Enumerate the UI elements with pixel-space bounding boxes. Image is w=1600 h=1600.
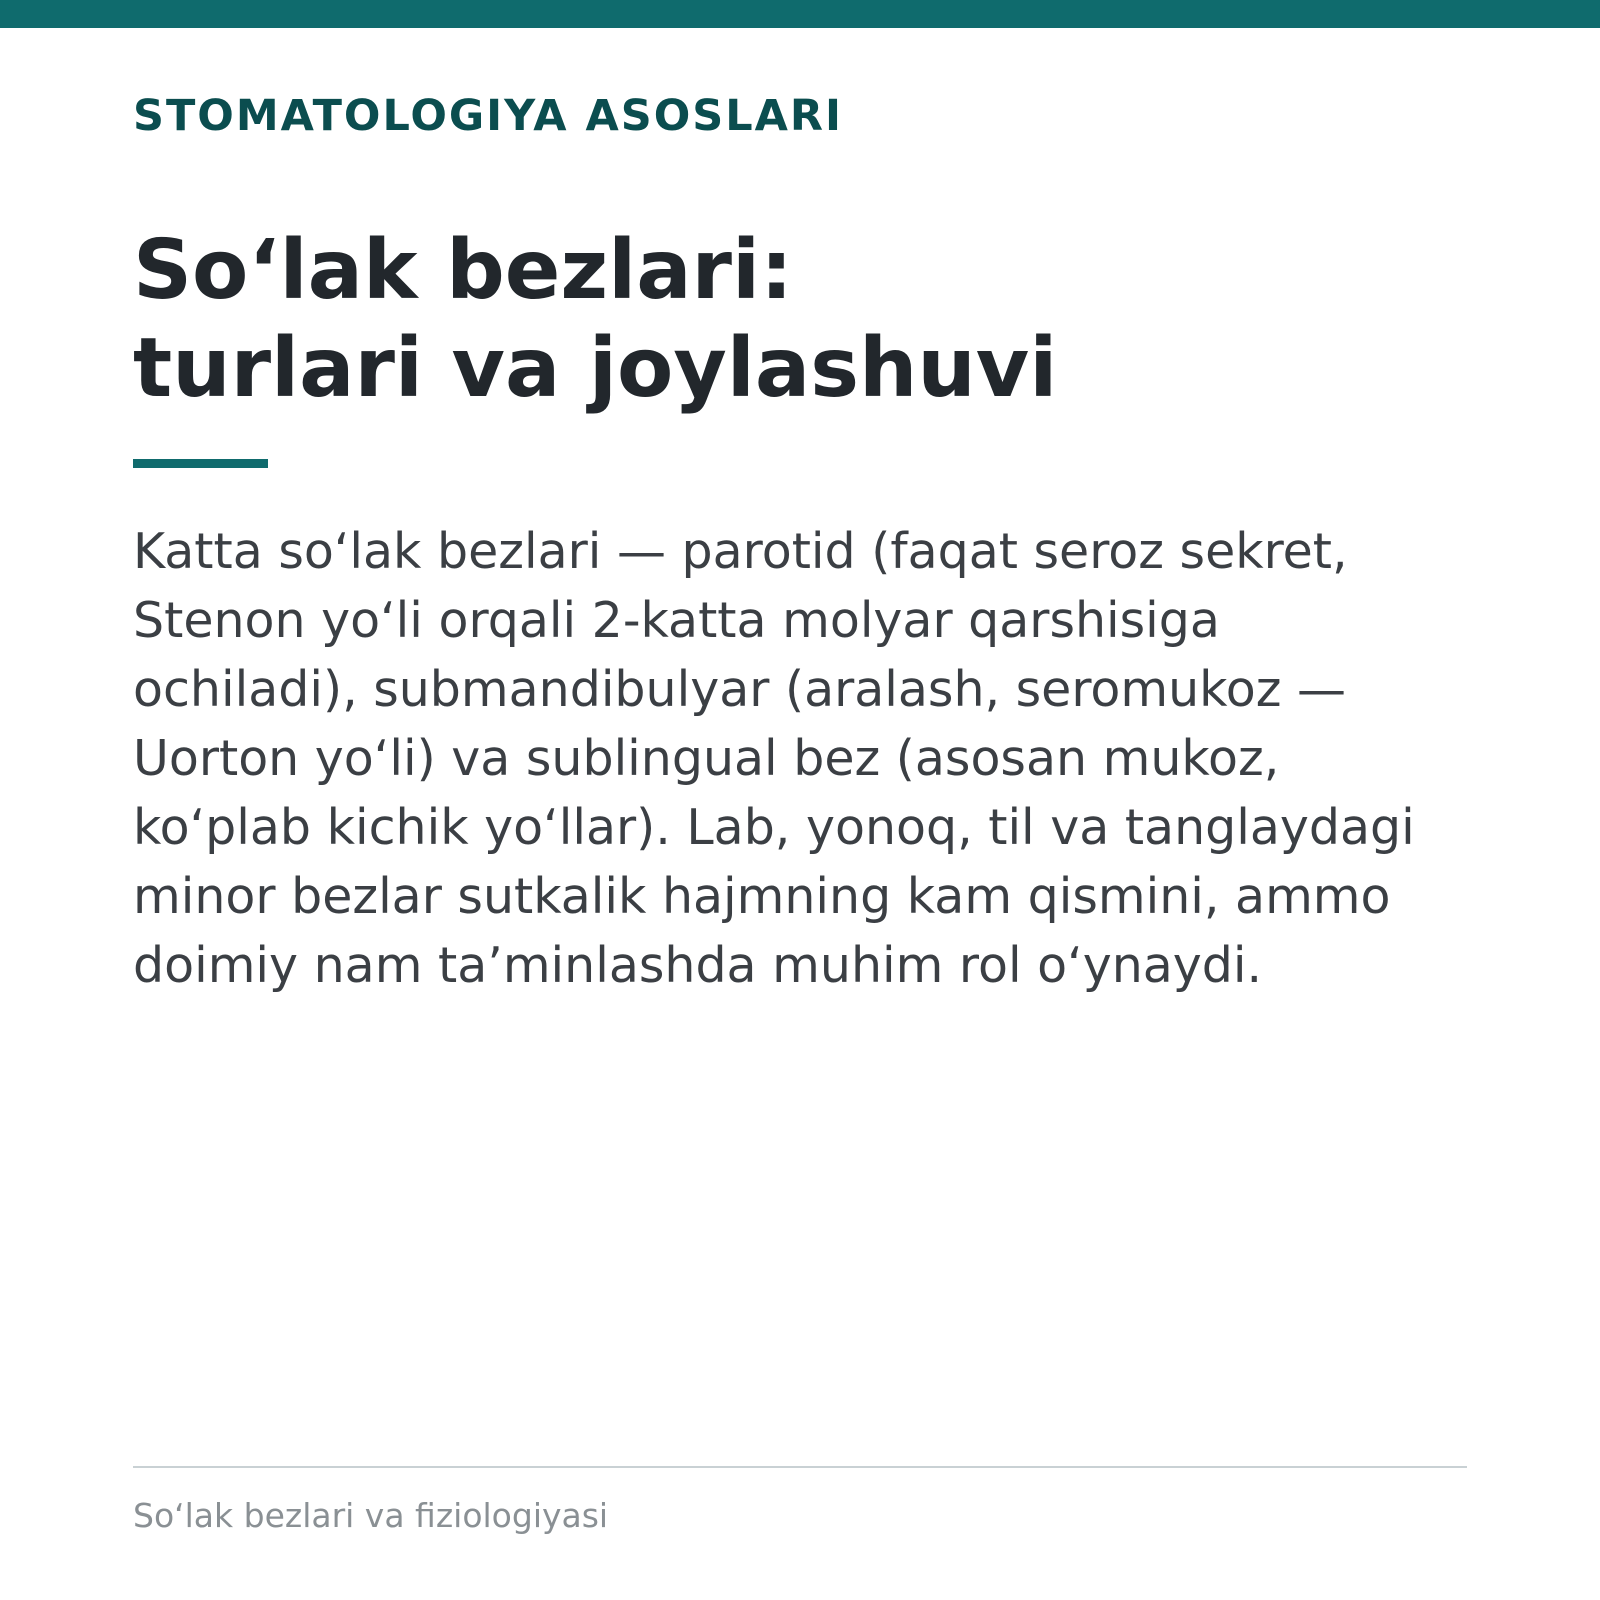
body-line: ochiladi), submandibulyar (aralash, seromukoz — (133, 661, 1347, 718)
body-line: doimiy nam ta’minlashda muhim rol o‘ynaydi. (133, 937, 1263, 994)
body-line: ko‘plab kichik yo‘llar). Lab, yonoq, til va tanglaydagi (133, 799, 1415, 856)
section-eyebrow: STOMATOLOGIYA ASOSLARI (133, 91, 844, 141)
title-line-2: turlari va joylashuvi (133, 321, 1058, 416)
body-line: Katta so‘lak bezlari — parotid (faqat seroz sekret, (133, 523, 1348, 580)
title-line-1: So‘lak bezlari: (133, 223, 793, 318)
body-line: Stenon yo‘li orqali 2-katta molyar qarshisiga (133, 592, 1220, 649)
body-line: Uorton yo‘li) va sublingual bez (asosan mukoz, (133, 730, 1280, 787)
footer-caption: So‘lak bezlari va fiziologiyasi (133, 1496, 609, 1535)
body-paragraph (133, 517, 1473, 1000)
top-accent-bar (0, 0, 1600, 28)
title-accent-rule (133, 459, 268, 468)
page-title (133, 222, 1057, 418)
footer-divider (133, 1466, 1467, 1468)
body-line: minor bezlar sutkalik hajmning kam qismini, ammo (133, 868, 1391, 925)
